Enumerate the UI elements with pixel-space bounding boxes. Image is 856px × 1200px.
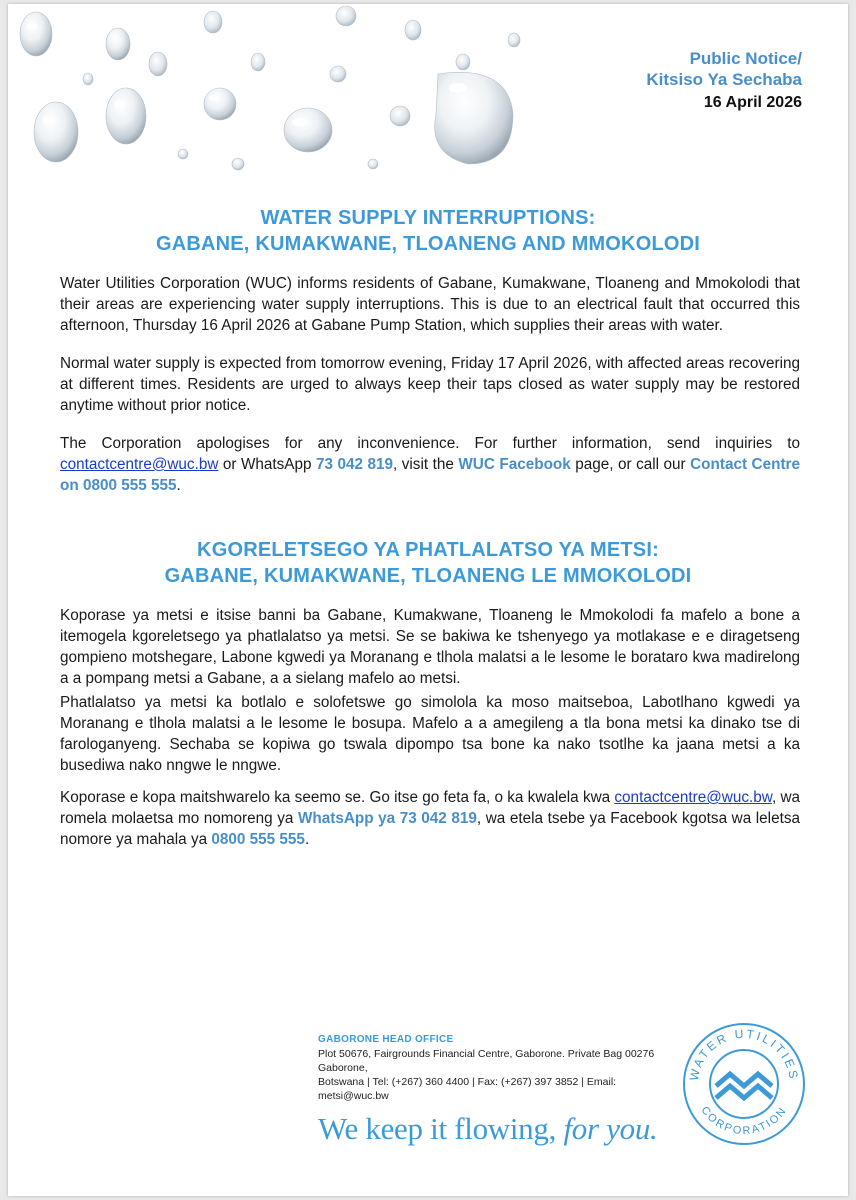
tagline-part-2: for you. <box>563 1111 658 1146</box>
english-facebook-link[interactable]: WUC Facebook <box>458 456 571 473</box>
english-paragraph-2: Normal water supply is expected from tomorrow evening, Friday 17 April 2026, with affected areas recovering at different times. Residents are urged to always keep their taps closed as water supply may be restored anytime without prior notice. <box>60 355 800 414</box>
setswana-heading-line2: GABANE, KUMAKWANE, TLOANENG LE MMOKOLODI <box>164 565 692 587</box>
setswana-paragraph-1: Koporase ya metsi e itsise banni ba Gabane, Kumakwane, Tloaneng le Mmokolodi fa mafelo a bone a itemogela kgoreletsego ya phatlalatso ya metsi. Se se bakiwa ke tshenyego ya motlakase e e diragetseng gompieno motshegare, Labone kgwedi ya Moranang e tlhola malatsi a le lesome le borataro kwa madirelong a a pompang metsi a Gabane, a a sielang mafelo ao metsi. <box>60 607 800 687</box>
water-droplets-graphic <box>8 4 528 184</box>
notice-page <box>8 4 848 1196</box>
footer <box>318 1034 678 1147</box>
english-p3-text-d: page, or call our <box>570 456 691 473</box>
english-heading <box>8 205 848 257</box>
setswana-email-link[interactable]: contactcentre@wuc.bw <box>614 789 772 806</box>
wuc-logo-icon <box>680 1020 808 1148</box>
setswana-whatsapp-number: WhatsApp ya 73 042 819 <box>297 810 477 827</box>
address-line-1: Plot 50676, Fairgrounds Financial Centre, Gaborone. Private Bag 00276 Gaborone, <box>318 1048 655 1074</box>
english-contact-centre: Contact Centre on 0800 555 555 <box>60 456 800 494</box>
notice-title-english: Public Notice/ <box>689 49 802 68</box>
english-email-link[interactable]: contactcentre@wuc.bw <box>60 456 219 473</box>
svg-text:CORPORATION <box>698 1104 789 1137</box>
setswana-p3-text-a: Koporase e kopa maitshwarelo ka seemo se. Go itse go feta fa, o ka kwalela kwa <box>60 789 615 806</box>
notice-header <box>646 48 802 113</box>
english-paragraph-1: Water Utilities Corporation (WUC) informs residents of Gabane, Kumakwane, Tloaneng and Mmokolodi that their areas are experiencing water supply interruptions. This is due to an electrical fault that occurred this afternoon, Thursday 16 April 2026 at Gabane Pump Station, which supplies their areas with water. <box>60 275 800 334</box>
english-p3-text-b: or WhatsApp <box>218 456 316 473</box>
english-heading-line2: GABANE, KUMAKWANE, TLOANENG AND MMOKOLODI <box>155 233 701 255</box>
logo-bottom-text: CORPORATION <box>698 1104 790 1138</box>
setswana-p3-text-d: . <box>304 831 310 848</box>
setswana-heading <box>8 537 848 589</box>
english-p3-text-a: The Corporation apologises for any inconvenience. For further information, send inquiries to <box>60 435 800 452</box>
logo-top-text: WATER UTILITIES <box>686 1026 802 1082</box>
tagline <box>318 1111 678 1147</box>
svg-text:WATER UTILITIES <box>687 1027 801 1082</box>
notice-date: 16 April 2026 <box>703 94 802 111</box>
notice-title-setswana: Kitsiso Ya Sechaba <box>646 70 802 89</box>
english-heading-line1: WATER SUPPLY INTERRUPTIONS: <box>260 207 596 229</box>
head-office-label: GABORONE HEAD OFFICE <box>318 1034 454 1045</box>
english-paragraph-3 <box>60 433 800 496</box>
setswana-p3-text-b: , wa romela molaetsa mo nomoreng ya <box>60 789 800 827</box>
english-p3-text-c: , visit the <box>393 456 459 473</box>
setswana-phone-number: 0800 555 555 <box>211 831 305 848</box>
english-p3-text-e: . <box>176 477 181 494</box>
setswana-p3-text-c: , wa etela tsebe ya Facebook kgotsa wa leletsa nomore ya mahala ya <box>60 810 800 848</box>
address-line-2: Botswana | Tel: (+267) 360 4400 | Fax: (+267) 397 3852 | Email: metsi@wuc.bw <box>318 1076 617 1102</box>
head-office-address <box>318 1047 678 1103</box>
setswana-paragraph-3 <box>60 787 800 850</box>
english-whatsapp-number: 73 042 819 <box>316 456 394 473</box>
setswana-heading-line1: KGORELETSEGO YA PHATLALATSO YA METSI: <box>197 539 659 561</box>
tagline-part-1: We keep it flowing, <box>318 1111 564 1146</box>
setswana-paragraph-2: Phatlalatso ya metsi ka botlalo e solofetswe go simolola ka moso maitseboa, Labotlhano kgwedi ya Moranang e tlhola malatsi a le lesome le bosupa. Mafelo a a amegileng a tla bona metsi ka dinako tse di farologanyeng. Sechaba se kopiwa go tswala dipompo tsa bone ka nako tsotlhe ka jaana metsi a ka busediwa nako nngwe le nngwe. <box>60 694 800 774</box>
